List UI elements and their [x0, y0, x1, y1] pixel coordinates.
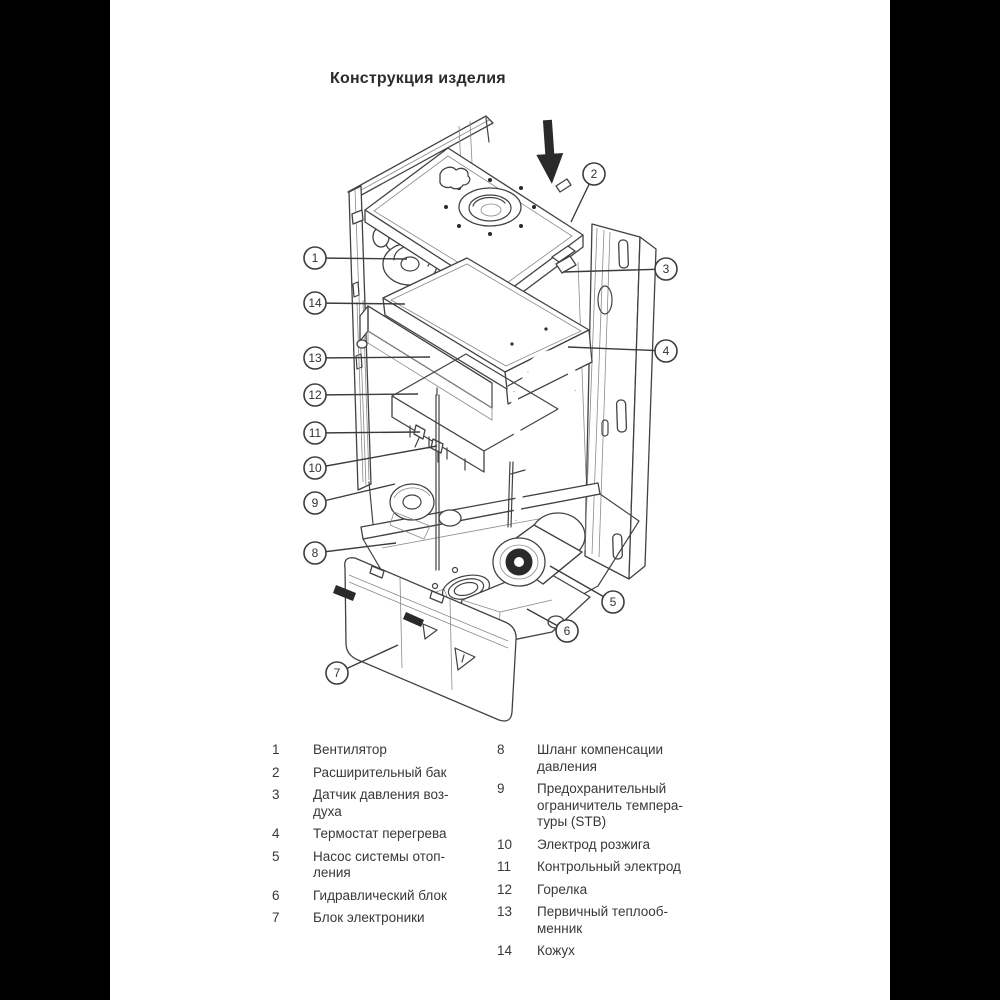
legend-item-number: 4	[272, 826, 280, 841]
svg-text:12: 12	[308, 388, 322, 403]
legend-item	[497, 742, 732, 775]
sensor-rod	[508, 462, 513, 527]
legend-item-text: Термостат перегрева	[313, 826, 447, 841]
callout-9	[304, 484, 395, 514]
legend-item	[272, 849, 497, 882]
legend-item	[272, 742, 497, 759]
legend-item	[497, 882, 732, 899]
svg-text:4: 4	[662, 344, 670, 359]
legend-column-right	[497, 742, 732, 966]
svg-text:7: 7	[333, 666, 341, 681]
legend-item-number: 10	[497, 836, 513, 852]
legend-item-text: Шланг компенсации давления	[537, 742, 664, 774]
legend-item-number: 5	[272, 848, 280, 864]
legend-item-number: 6	[272, 887, 280, 903]
legend-item	[497, 943, 732, 960]
svg-text:2: 2	[590, 167, 598, 182]
callout-2	[571, 163, 605, 222]
exploded-view-diagram	[110, 0, 890, 735]
legend-item-number: 9	[497, 781, 505, 796]
legend-item	[272, 910, 497, 927]
legend-item-text: Контрольный электрод	[537, 859, 681, 874]
legend-item	[272, 765, 497, 782]
legend-item	[497, 837, 732, 854]
legend-item	[497, 859, 732, 876]
legend-item-number: 13	[497, 904, 513, 919]
legend-item-text: Гидравлический блок	[313, 887, 447, 903]
legend-item	[272, 826, 497, 843]
legend-item-text: Расширительный бак	[313, 764, 447, 780]
legend-item-text: Кожух	[537, 943, 575, 958]
svg-text:10: 10	[308, 461, 322, 476]
legend-item-text: Первичный теплооб- менник	[537, 904, 669, 936]
legend-item-number: 12	[497, 881, 513, 897]
svg-text:14: 14	[308, 296, 322, 311]
legend-item-number: 3	[272, 787, 280, 802]
legend-item-number: 2	[272, 764, 280, 780]
legend-item-number: 14	[497, 943, 513, 958]
legend-column-left	[272, 742, 497, 933]
svg-text:13: 13	[308, 351, 322, 366]
legend-item-number: 1	[272, 742, 280, 757]
svg-text:5: 5	[609, 595, 617, 610]
down-arrow-icon	[534, 119, 565, 185]
legend-item-text: Предохранительный ограничитель темпера- туры (STB)	[537, 781, 683, 829]
legend-item	[497, 781, 732, 831]
legend-item	[497, 904, 732, 937]
legend-item-number: 7	[272, 910, 280, 925]
svg-text:8: 8	[311, 546, 319, 561]
legend-item-text: Горелка	[537, 881, 588, 897]
ignition-electrode	[431, 439, 443, 462]
legend-item	[272, 787, 497, 820]
legend-item-number: 8	[497, 742, 505, 757]
svg-text:3: 3	[662, 262, 670, 277]
svg-text:6: 6	[563, 624, 571, 639]
legend-item-text: Датчик давления воз- духа	[313, 787, 449, 819]
svg-text:1: 1	[311, 251, 319, 266]
legend-item-text: Насос системы отоп- ления	[313, 848, 446, 880]
legend-item-number: 11	[497, 859, 512, 874]
legend-item-text: Вентилятор	[313, 742, 387, 757]
legend-item-text: Блок электроники	[313, 910, 425, 925]
page	[110, 0, 890, 1000]
page-title: Конструкция изделия	[330, 70, 506, 87]
legend-item	[272, 888, 497, 905]
capillary-tube	[436, 388, 439, 570]
svg-text:11: 11	[308, 426, 322, 441]
heating-pump	[493, 513, 585, 586]
svg-text:9: 9	[311, 496, 319, 511]
legend-item-text: Электрод розжига	[537, 836, 650, 852]
